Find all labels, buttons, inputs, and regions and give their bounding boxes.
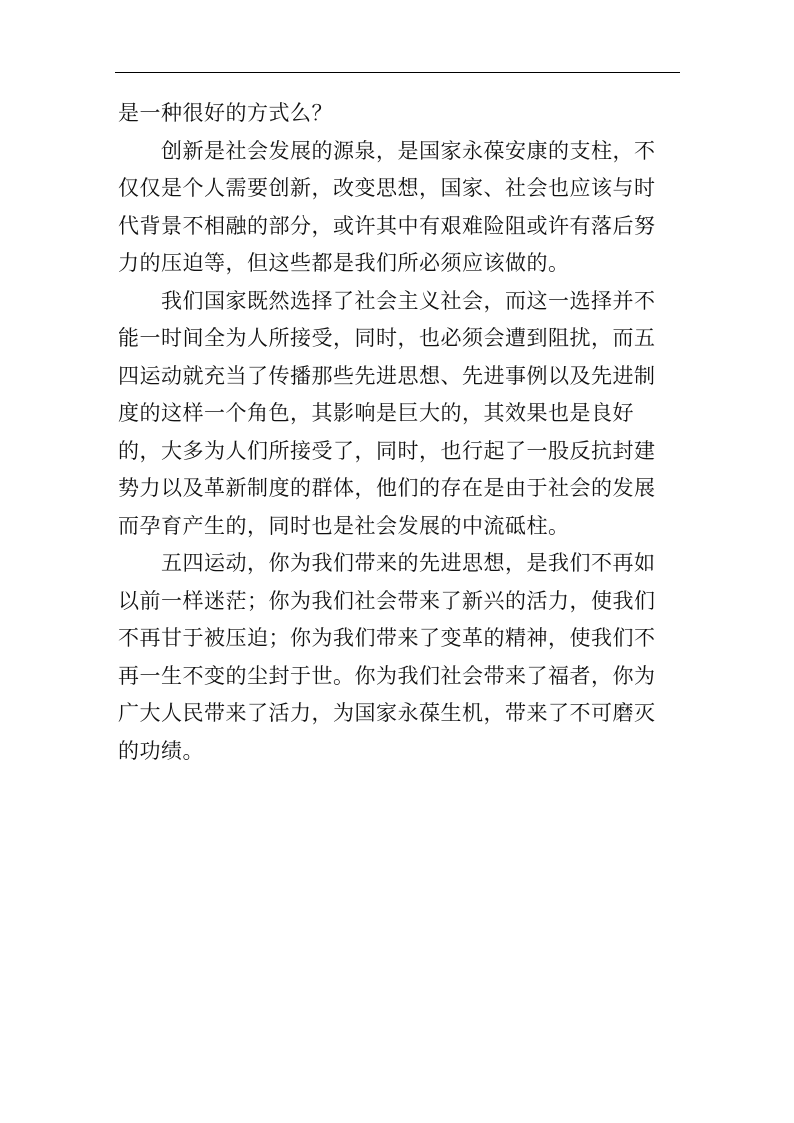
paragraph-innovation: 创新是社会发展的源泉，是国家永葆安康的支柱，不仅仅是个人需要创新，改变思想，国家、社会也应该与时代背景不相融的部分，或许其中有艰难险阻或许有落后努力的压迫等，但这些都是我们所必须应该做的。	[118, 138, 656, 275]
header-rule	[115, 72, 680, 73]
paragraph-socialism: 我们国家既然选择了社会主义社会，而这一选择并不能一时间全为人所接受，同时，也必须会遭到阻扰，而五四运动就充当了传播那些先进思想、先进事例以及先进制度的这样一个角色，其影响是巨大的，其效果也是良好的，大多为人们所接受了，同时，也行起了一股反抗封建势力以及革新制度的群体，他们的存在是由于社会的发展而孕育产生的，同时也是社会发展的中流砥柱。	[118, 288, 656, 538]
paragraph-continuation: 是一种很好的方式么？	[118, 101, 333, 125]
document-body	[118, 95, 673, 770]
paragraph-may-fourth: 五四运动，你为我们带来的先进思想，是我们不再如以前一样迷茫；你为我们社会带来了新兴的活力，使我们不再甘于被压迫；你为我们带来了变革的精神，使我们不再一生不变的尘封于世。你为我们社会带来了福者，你为广大人民带来了活力，为国家永葆生机，带来了不可磨灭的功绩。	[118, 551, 656, 763]
